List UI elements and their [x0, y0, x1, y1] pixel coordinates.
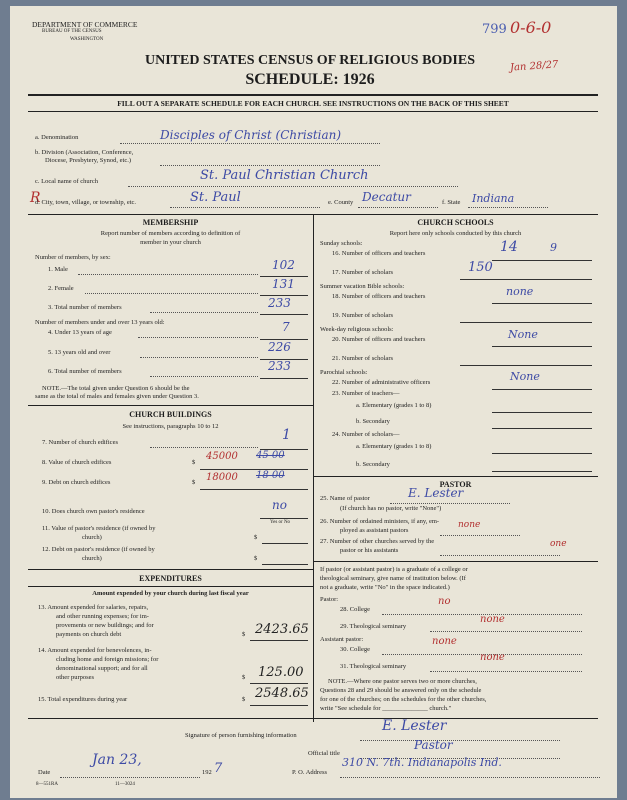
q24a-field[interactable]: [492, 441, 592, 454]
q19-field[interactable]: [460, 310, 592, 323]
q22-label: 22. Number of administrative officers: [332, 379, 431, 386]
q23b-label: b. Secondary: [356, 418, 390, 425]
q13-value: 2423.65: [255, 622, 309, 637]
expenditures-sub: Amount expended by your church during last fiscal year: [92, 590, 249, 597]
q11-field[interactable]: [262, 531, 308, 544]
q8-value: 45000: [206, 451, 238, 462]
signature-line[interactable]: [360, 740, 560, 741]
schools-sub: Report here only schools conducted by this church: [389, 230, 522, 237]
q7-label: 7. Number of church edifices: [42, 439, 118, 446]
q17-label: 17. Number of scholars: [332, 269, 394, 276]
q19-label: 19. Number of scholars: [332, 312, 394, 319]
q10-label: 10. Does church own pastor's residence: [42, 508, 145, 515]
header-rule-2: [28, 111, 598, 112]
q12-label-2: church): [82, 555, 102, 562]
q1-label: 1. Male: [48, 266, 68, 273]
q5-value: 226: [268, 340, 291, 354]
q25-label: 25. Name of pastor: [320, 495, 370, 502]
form-title: UNITED STATES CENSUS OF RELIGIOUS BODIES: [144, 53, 475, 68]
q28-label: 28. College: [340, 606, 370, 613]
q31-line[interactable]: [430, 671, 582, 672]
buildings-heading: CHURCH BUILDINGS: [129, 410, 212, 419]
q13-label-4: payments on church debt: [56, 631, 122, 638]
q22-value: None: [510, 370, 540, 383]
q3-label: 3. Total number of members: [48, 304, 122, 311]
city-town-label: d. City, town, village, or township, etc.: [35, 199, 137, 206]
local-name-value: St. Paul Christian Church: [200, 168, 369, 183]
q26-label-1: 26. Number of ordained ministers, if any, em-: [320, 518, 440, 525]
membership-heading: MEMBERSHIP: [142, 218, 199, 227]
denomination-line: [120, 143, 380, 144]
stamp-number: 799: [482, 22, 507, 37]
q27-label-2: pastor or his assistants: [340, 547, 399, 554]
city-label: WASHINGTON: [70, 37, 104, 42]
q7-value: 1: [282, 427, 291, 443]
handwritten-code: 0-6-0: [510, 18, 552, 37]
q21-field[interactable]: [460, 353, 592, 366]
weekday-label: Week-day religious schools:: [320, 326, 394, 333]
q8-dollar: $: [192, 459, 196, 466]
q25-sub: (If church has no pastor, write "None"): [340, 505, 442, 512]
q27-label-1: 27. Number of other churches served by the: [320, 538, 435, 545]
pastor-note-4: write "See schedule for ______________ church.": [320, 705, 452, 712]
q2-label: 2. Female: [48, 285, 74, 292]
q2-value: 131: [272, 277, 295, 291]
q30-value: none: [432, 636, 457, 647]
pastor-sub-label: Pastor:: [320, 596, 339, 603]
under-over-label: Number of members under and over 13 years old:: [35, 319, 165, 326]
summer-label: Summer vacation Bible schools:: [320, 283, 405, 290]
q4-label: 4. Under 13 years of age: [48, 329, 112, 336]
q29-value: none: [480, 614, 505, 625]
q14-dollar: $: [242, 674, 246, 681]
q7-leader: [150, 447, 258, 448]
q8-value-struck: 45 00: [256, 450, 285, 461]
q4-leader: [138, 337, 258, 338]
q14-value: 125.00: [258, 665, 304, 680]
q20-label: 20. Number of officers and teachers: [332, 336, 426, 343]
q13-label-3: provements or new buildings; and for: [56, 622, 154, 629]
state-label: f. State: [442, 199, 461, 206]
q27-value: one: [550, 539, 567, 549]
buildings-sub: See instructions, paragraphs 10 to 12: [122, 423, 219, 430]
county-label: e. County: [328, 199, 354, 206]
denomination-label: a. Denomination: [35, 134, 79, 141]
schools-heading: CHURCH SCHOOLS: [417, 218, 494, 227]
q16-value-2: 9: [550, 241, 557, 254]
state-line: [468, 207, 548, 208]
q15-dollar: $: [242, 696, 246, 703]
date-line[interactable]: [60, 777, 200, 778]
membership-note-2: same as the total of males and females given under Question 3.: [35, 393, 199, 400]
q14-label-4: other purposes: [56, 674, 95, 681]
form-number-2: 11—3024: [115, 782, 135, 787]
q14-label-2: cluding home and foreign missions; for: [56, 656, 159, 663]
q15-value: 2548.65: [255, 686, 309, 701]
po-address-label: P. O. Address: [292, 769, 328, 776]
division-line: [160, 165, 380, 166]
county-value: Decatur: [362, 190, 411, 204]
q11-label-2: church): [82, 534, 102, 541]
q30-label: 30. College: [340, 646, 370, 653]
q1-leader: [78, 274, 258, 275]
schedule-title: SCHEDULE: 1926: [245, 71, 375, 88]
signature-value: E. Lester: [382, 718, 447, 734]
year-prefix: 192: [202, 769, 212, 776]
official-title-label: Official title: [308, 750, 340, 757]
q24b-field[interactable]: [492, 459, 592, 472]
q12-field[interactable]: [262, 552, 308, 565]
q8-label: 8. Value of church edifices: [42, 459, 112, 466]
city-town-line: [170, 207, 320, 208]
by-sex-label: Number of members, by sex:: [35, 254, 111, 261]
state-value: Indiana: [472, 192, 515, 205]
bureau-label: BUREAU OF THE CENSUS: [42, 29, 102, 34]
q31-label: 31. Theological seminary: [340, 663, 407, 670]
q16-value: 14: [500, 239, 518, 255]
q23b-field[interactable]: [492, 416, 592, 429]
membership-bottom-rule: [28, 405, 313, 406]
q26-line[interactable]: [440, 535, 520, 536]
q6-label: 6. Total number of members: [48, 368, 122, 375]
instruction-banner: FILL OUT A SEPARATE SCHEDULE FOR EACH CHURCH. SEE INSTRUCTIONS ON THE BACK OF THIS SHEET: [117, 99, 509, 108]
q13-label-2: and other running expenses; for im-: [56, 613, 149, 620]
q27-line[interactable]: [440, 555, 560, 556]
header-rule: [28, 94, 598, 96]
q11-label-1: 11. Value of pastor's residence (if owned by: [42, 525, 156, 532]
q4-value: 7: [282, 320, 290, 334]
q25-line[interactable]: [390, 503, 510, 504]
local-name-line: [128, 186, 458, 187]
denomination-value: Disciples of Christ (Christian): [160, 128, 342, 142]
po-address-line[interactable]: [340, 777, 600, 778]
q29-label: 29. Theological seminary: [340, 623, 407, 630]
q14-label-1: 14. Amount expended for benevolences, in-: [38, 647, 152, 654]
q20-field[interactable]: [492, 334, 592, 347]
signature-label: Signature of person furnishing information: [185, 732, 297, 739]
expenditures-sub-rule: [28, 586, 313, 587]
division-label-2: Diocese, Presbytery, Synod, etc.): [45, 157, 132, 164]
q28-value: no: [438, 596, 451, 607]
q24a-label: a. Elementary (grades 1 to 8): [356, 443, 432, 450]
q6-leader: [150, 376, 258, 377]
membership-sub-1: Report number of members according to definition of: [100, 230, 241, 237]
q25-value: E. Lester: [408, 486, 464, 500]
year-suffix: 7: [214, 761, 223, 776]
column-divider: [313, 214, 314, 722]
q5-label: 5. 13 years old and over: [48, 349, 111, 356]
census-schedule-sheet: [10, 6, 617, 798]
q23-label: 23. Number of teachers—: [332, 390, 400, 397]
q9-dollar: $: [192, 479, 196, 486]
grad-note-2: theological seminary, give name of institution below. (If: [320, 575, 466, 582]
parochial-label: Parochial schools:: [320, 369, 368, 376]
q9-label: 9. Debt on church edifices: [42, 479, 111, 486]
q18-value: none: [506, 285, 534, 298]
q18-label: 18. Number of officers and teachers: [332, 293, 426, 300]
q14-label-3: denominational support; and for all: [56, 665, 148, 672]
q12-label-1: 12. Debt on pastor's residence (if owned by: [42, 546, 155, 553]
q11-dollar: $: [254, 534, 258, 541]
q13-label-1: 13. Amount expended for salaries, repairs,: [38, 604, 149, 611]
city-town-value: St. Paul: [190, 190, 241, 205]
q24b-label: b. Secondary: [356, 461, 390, 468]
q26-value: none: [458, 520, 481, 530]
date-value: Jan 23,: [92, 752, 142, 768]
grad-note-3: not a graduate, write "No" in the space indicated.): [320, 584, 450, 591]
q2-leader: [85, 293, 258, 294]
schools-bottom-rule: [313, 476, 598, 477]
q16-label: 16. Number of officers and teachers: [332, 250, 426, 257]
q23a-label: a. Elementary (grades 1 to 8): [356, 402, 432, 409]
form-number: 8—551RA: [36, 782, 58, 787]
q10-value: no: [272, 498, 287, 512]
sunday-label: Sunday schools:: [320, 240, 363, 247]
q3-leader: [150, 312, 258, 313]
pastor-note-1: NOTE.—Where one pastor serves two or more churches,: [328, 678, 477, 685]
grad-note-1: If pastor (or assistant pastor) is a graduate of a college or: [320, 566, 468, 573]
q24-label: 24. Number of scholars—: [332, 431, 400, 438]
yes-no-hint: Yes or No: [270, 520, 291, 525]
pastor-mid-rule: [313, 561, 598, 562]
handwritten-date-stamp: Jan 28/27: [509, 59, 559, 74]
division-label-1: b. Division (Association, Conference,: [35, 149, 134, 156]
q12-dollar: $: [254, 555, 258, 562]
q17-value: 150: [468, 260, 493, 275]
q9-value: 18000: [206, 472, 238, 483]
pastor-heading: PASTOR: [439, 480, 472, 489]
margin-mark: R: [30, 190, 41, 206]
q31-value: none: [480, 652, 505, 663]
pastor-note-3: for one of the churches; on the schedules for the other churches,: [320, 696, 487, 703]
membership-note-1: NOTE.—The total given under Question 6 should be the: [42, 385, 190, 392]
q29-line[interactable]: [430, 631, 582, 632]
q26-label-2: ployed as assistant pastors: [340, 527, 409, 534]
q9-value-struck: 18 00: [256, 470, 285, 481]
expenditures-heading: EXPENDITURES: [139, 574, 202, 583]
date-label: Date: [38, 769, 51, 776]
table-bottom-rule: [28, 718, 598, 719]
q3-value: 233: [268, 296, 291, 310]
buildings-bottom-rule: [28, 569, 313, 570]
membership-sub-2: member in your church: [140, 239, 201, 246]
po-address-value: 310 N. 7th. Indianapolis Ind.: [342, 756, 502, 769]
local-name-label: c. Local name of church: [35, 178, 98, 185]
asst-sub-label: Assistant pastor:: [320, 636, 364, 643]
q21-label: 21. Number of scholars: [332, 355, 394, 362]
q20-value: None: [508, 328, 538, 341]
q22-field[interactable]: [492, 377, 592, 390]
q15-label: 15. Total expenditures during year: [38, 696, 128, 703]
dept-label: DEPARTMENT OF COMMERCE: [32, 20, 138, 29]
pastor-note-2: Questions 28 and 29 should be answered only on the schedule: [320, 687, 482, 694]
q1-value: 102: [272, 258, 295, 272]
q6-value: 233: [268, 359, 291, 373]
official-title-value: Pastor: [414, 738, 453, 752]
q23a-field[interactable]: [492, 400, 592, 413]
q13-dollar: $: [242, 631, 246, 638]
county-line: [358, 207, 438, 208]
q5-leader: [140, 357, 258, 358]
